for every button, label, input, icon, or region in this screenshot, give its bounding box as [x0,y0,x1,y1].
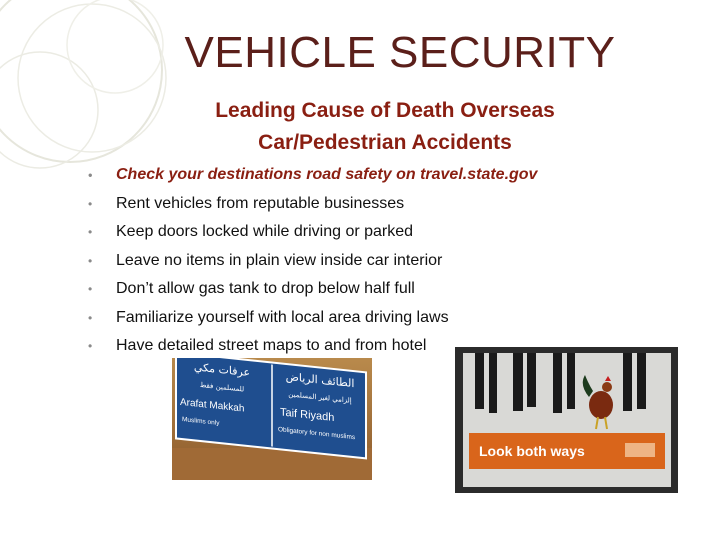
bullet-marker: • [88,168,93,182]
bullet-text: Keep doors locked while driving or parked [116,223,414,240]
bullet-item [88,163,537,192]
look-both-ways-photo [455,347,678,493]
sign-arabic-right-sub: إلزامي لغير المسلمين [288,389,352,405]
bullet-marker: • [88,310,93,325]
bullet-marker: • [88,225,93,239]
bullet-marker: • [88,253,93,268]
road-sign-illustration [172,358,372,480]
sign-text-right-sub: Obligatory for non muslims [278,426,356,442]
poster-label: Look both ways [479,443,585,459]
bullet-item [88,277,537,306]
bullet-marker: • [88,196,93,211]
bullet-text: Don’t allow gas tank to drop below half full [116,280,415,297]
bullet-item [88,306,537,335]
bullet-item [88,192,537,221]
bullet-text: Have detailed street maps to and from hotel [116,337,427,354]
subtitle-line-1: Leading Cause of Death Overseas [215,99,555,122]
bullet-item [88,220,537,249]
slide-title: VEHICLE SECURITY [184,28,616,77]
sign-arabic-right: الطائف الرياض [285,369,355,391]
sign-arabic-left: عرفات مكي [193,360,251,380]
bullet-text: Familiarize yourself with local area driving laws [116,308,449,326]
poster-illustration [455,347,678,493]
sign-text-left: Arafat Makkah [180,396,245,415]
bullet-marker: • [88,282,93,296]
bullet-text: Leave no items in plain view inside car interior [116,251,443,269]
bullet-item [88,249,537,278]
bullet-text: Check your destinations road safety on travel.state.gov [116,166,538,183]
slide-subtitle [150,95,620,159]
subtitle-line-2: Car/Pedestrian Accidents [258,131,512,154]
sign-text-right: Taif Riyadh [280,406,335,425]
bullet-list [88,163,537,363]
bullet-marker: • [88,339,93,353]
bullet-text: Rent vehicles from reputable businesses [116,194,405,212]
sign-arabic-left-sub: للمسلمين فقط [199,379,245,394]
road-sign-photo [172,358,372,480]
sign-text-left-sub: Muslims only [182,416,220,427]
